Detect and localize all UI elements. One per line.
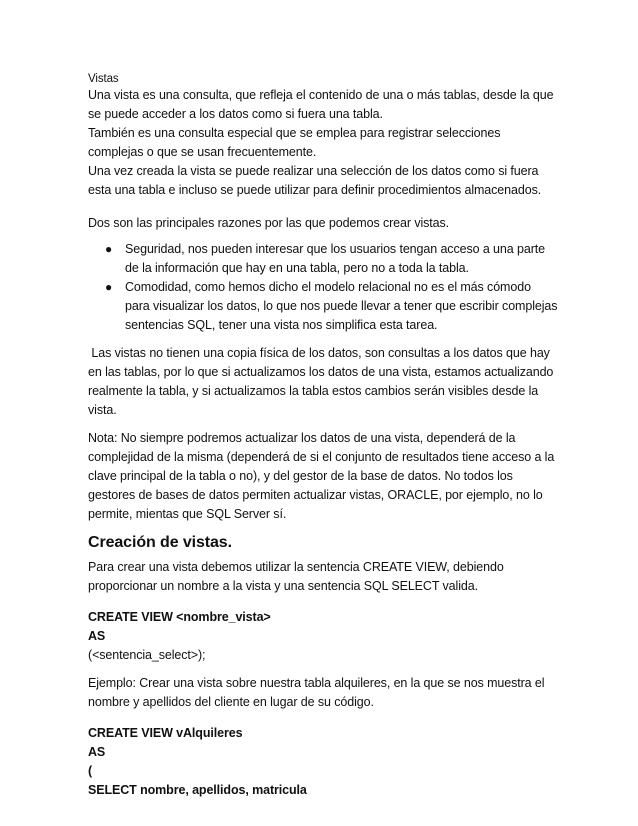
document-body <box>88 72 558 800</box>
intro-paragraph-3: Una vez creada la vista se puede realizar una selección de los datos como si fuera esta una tabla e incluso se puede utilizar para definir procedimientos almacenados. <box>88 164 542 197</box>
bullet-icon: ● <box>105 242 113 256</box>
bullet-icon: ● <box>105 280 113 294</box>
section-heading: Creación de vistas. <box>88 534 232 551</box>
syntax-line: (<sentencia_select>); <box>88 648 206 662</box>
syntax-line: AS <box>88 629 106 643</box>
syntax-line: CREATE VIEW <nombre_vista> <box>88 610 271 624</box>
reason-text: Comodidad, como hemos dicho el modelo relacional no es el más cómodo para visualizar los datos, lo que nos puede llevar a tener que escribir complejas sentencias SQL, tener una vista nos simplifica esta tarea. <box>125 280 558 332</box>
example-intro: Ejemplo: Crear una vista sobre nuestra tabla alquileres, en la que se nos muestra el nombre y apellidos del cliente en lugar de su código. <box>88 676 545 709</box>
intro-paragraph-2: También es una consulta especial que se emplea para registrar selecciones complejas o que se usan frecuentemente. <box>88 126 501 159</box>
note-paragraph: Nota: No siempre podremos actualizar los datos de una vista, dependerá de la complejidad de la misma (dependerá de si el conjunto de resultados tiene acceso a la clave principal de la tabla o no), y del gestor de la base de datos. No todos los gestores de bases de datos permiten actualizar vistas, ORACLE, por ejemplo, no lo permite, mientas que SQL Server sí. <box>88 431 555 521</box>
reason-item-security <box>88 240 558 278</box>
reasons-intro: Dos son las principales razones por las que podemos crear vistas. <box>88 216 450 230</box>
code-line: ( <box>88 764 93 778</box>
section-label: Vistas <box>88 73 119 85</box>
copy-paragraph: Las vistas no tienen una copia física de los datos, son consultas a los datos que hay en las tablas, por lo que si actualizamos los datos de una vista, estamos actualizando realmente la tabla, y si actualizamos la tabla estos cambios serán visibles desde la vista. <box>88 346 557 417</box>
example-code-block <box>88 724 558 800</box>
intro-paragraph-1: Una vista es una consulta, que refleja el contenido de una o más tablas, desde la que se puede acceder a los datos como si fuera una tabla. <box>88 88 554 121</box>
syntax-block <box>88 608 558 665</box>
reasons-list <box>88 240 558 335</box>
reason-text: Seguridad, nos pueden interesar que los usuarios tengan acceso a una parte de la información que hay en una tabla, pero no a toda la tabla. <box>125 242 545 275</box>
create-intro: Para crear una vista debemos utilizar la sentencia CREATE VIEW, debiendo proporcionar un nombre a la vista y una sentencia SQL SELECT valida. <box>88 560 504 593</box>
reason-item-comfort <box>88 278 558 335</box>
code-line: SELECT nombre, apellidos, matricula <box>88 783 307 797</box>
code-line: CREATE VIEW vAlquileres <box>88 726 243 740</box>
code-line: AS <box>88 745 106 759</box>
